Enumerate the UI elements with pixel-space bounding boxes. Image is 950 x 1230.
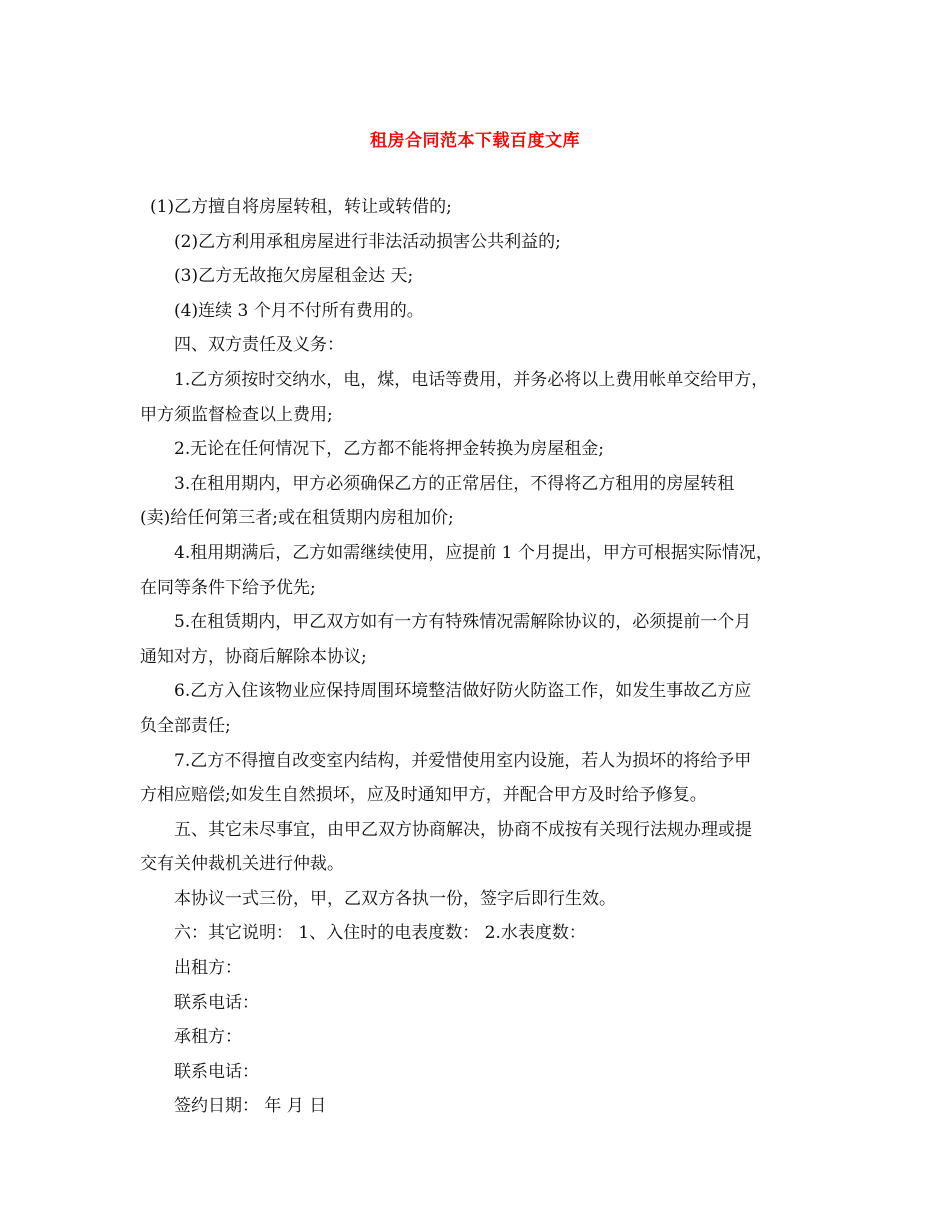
- section-heading: 五、其它未尽事宜，由甲乙双方协商解决，协商不成按有关现行法规办理或提: [174, 819, 752, 840]
- text-line: 4.租用期满后，乙方如需继续使用，应提前 1 个月提出，甲方可根据实际情况，: [174, 542, 773, 563]
- text-line: 7.乙方不得擅自改变室内结构，并爱惜使用室内设施，若人为损坏的将给予甲: [174, 750, 752, 771]
- text-line: 在同等条件下给予优先;: [140, 577, 316, 598]
- text-line: (卖)给任何第三者;或在租赁期内房租加价;: [140, 508, 454, 529]
- document-title: 租房合同范本下载百度文库: [370, 131, 580, 151]
- text-line: 2.无论在任何情况下，乙方都不能将押金转换为房屋租金;: [174, 439, 604, 460]
- text-line: 3.在租用期内，甲方必须确保乙方的正常居住，不得将乙方租用的房屋转租: [174, 473, 735, 494]
- text-line: (3)乙方无故拖欠房屋租金达 天;: [174, 266, 414, 287]
- text-line: (2)乙方利用承租房屋进行非法活动损害公共利益的;: [174, 231, 561, 252]
- signature-field-lessor-phone: 联系电话：: [174, 992, 259, 1013]
- section-heading: 四、双方责任及义务：: [174, 335, 344, 356]
- text-line: 甲方须监督检查以上费用;: [140, 404, 333, 425]
- signature-field-date: 签约日期： 年 月 日: [174, 1096, 327, 1117]
- text-line: 本协议一式三份，甲，乙双方各执一份，签字后即行生效。: [174, 888, 616, 909]
- signature-field-lessee: 承租方：: [174, 1027, 242, 1048]
- text-line: 负全部责任;: [140, 715, 231, 736]
- text-line: (4)连续 3 个月不付所有费用的。: [174, 300, 424, 321]
- text-line: 方相应赔偿;如发生自然损坏，应及时通知甲方，并配合甲方及时给予修复。: [140, 785, 707, 806]
- signature-field-lessee-phone: 联系电话：: [174, 1061, 259, 1082]
- section-heading: 六：其它说明： 1、入住时的电表度数： 2.水表度数：: [174, 923, 586, 944]
- text-line: 交有关仲裁机关进行仲裁。: [140, 854, 344, 875]
- text-line: 6.乙方入住该物业应保持周围环境整洁做好防火防盗工作，如发生事故乙方应: [174, 681, 752, 702]
- text-line: 1.乙方须按时交纳水，电，煤，电话等费用，并务必将以上费用帐单交给甲方，: [174, 369, 769, 390]
- document-body: [140, 190, 820, 1124]
- text-line: (1)乙方擅自将房屋转租，转让或转借的;: [150, 197, 452, 217]
- signature-field-lessor: 出租方：: [174, 958, 242, 979]
- text-line: 5.在租赁期内，甲乙双方如有一方有特殊情况需解除协议的，必须提前一个月: [174, 612, 752, 633]
- text-line: 通知对方，协商后解除本协议;: [140, 646, 367, 667]
